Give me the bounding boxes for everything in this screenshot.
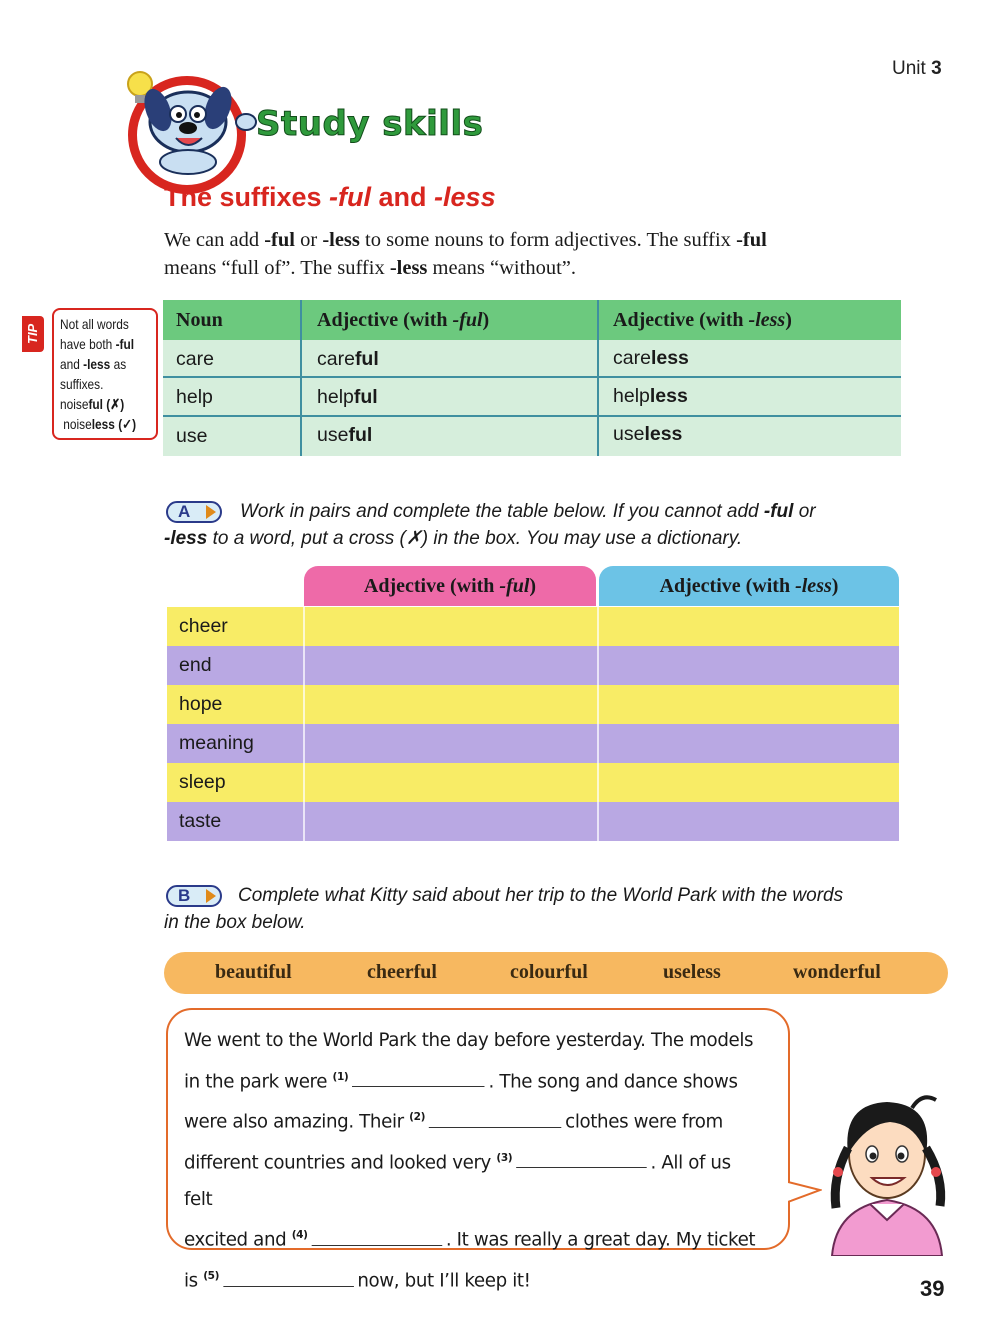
table-body [163,340,901,456]
header-noun: Noun [176,309,223,331]
header-adjective-less: Adjective (with -less) [599,566,899,606]
cell-noun: help [176,386,213,408]
header-adjective-less: Adjective (with -less) [613,309,792,331]
word-option: useless [663,961,721,983]
cell-adjective-less: helpless [613,385,688,407]
word-cell: hope [179,693,223,715]
blank-4[interactable] [311,1227,442,1246]
word-cell: sleep [179,771,226,793]
table-row [167,685,899,724]
intro-paragraph: We can add -ful or -less to some nouns to form adjectives. The suffix -ful means “full of”. The suffix -less means “without”. [164,229,767,279]
tip-tag: TIP [22,316,44,352]
table-row [167,646,899,685]
blank-2[interactable] [429,1109,561,1128]
tip-text: Not all words have both -ful and -less as suffixes. noiseful (✗) noiseless (✓) [60,316,137,432]
table-row [167,763,899,802]
play-arrow-icon [206,889,216,903]
blank-3[interactable] [516,1149,647,1168]
activity-a-badge: A [166,501,222,523]
table-row [167,607,899,646]
row-divider [163,415,901,417]
section-title: The suffixes -ful and -less [164,182,496,212]
table-row [167,724,899,763]
cell-noun: care [176,348,214,370]
word-option: wonderful [793,961,881,983]
blank-1[interactable] [352,1068,484,1087]
word-cell: meaning [179,732,254,754]
word-cell: taste [179,810,222,832]
activity-b-instruction-line1: Complete what Kitty said about her trip to the World Park with the words [238,885,844,906]
cell-adjective-ful: helpful [317,386,378,408]
header-adjective-ful: Adjective (with -ful) [304,566,596,606]
column-divider [597,300,599,456]
activity-b-badge: B [166,885,222,907]
activity-a-instruction-line1: Work in pairs and complete the table below. If you cannot add -ful or [240,501,816,522]
suffix-example-table [163,300,901,456]
page-number: 39 [920,1276,945,1301]
activity-b-instruction-line2: in the box below. [164,912,306,933]
column-divider [300,300,302,456]
blank-5[interactable] [223,1268,354,1287]
activity-a-instruction-line2: -less to a word, put a cross (✗) in the box. You may use a dictionary. [164,528,743,549]
story-text: We went to the World Park the day before yesterday. The models in the park were $^{(1)}$ . The song and dance shows were also amazing. Their $^{(2)}$ clothes were from different countries and looked very $^{(3)}$ . All of us felt excited and $^{(4)}$ . It was really a great day. My ticket is $^{(5)}$ now, but I’ll keep it! [184,1029,756,1292]
word-option: colourful [510,961,588,983]
table-row [167,802,899,841]
word-cell: cheer [179,615,228,637]
play-arrow-icon [206,505,216,519]
header-adjective-ful: Adjective (with -ful) [317,309,490,331]
dog-mascot-icon [118,62,268,182]
word-option: cheerful [367,961,437,983]
row-divider [163,376,901,378]
cell-adjective-ful: careful [317,348,379,370]
cell-adjective-less: useless [613,423,683,445]
study-skills-title: Study skills [256,104,484,144]
unit-label: Unit 3 [892,58,942,79]
word-option: beautiful [215,961,292,983]
cell-noun: use [176,425,208,447]
word-cell: end [179,654,212,676]
kitty-girl-illustration [812,1088,962,1256]
cell-adjective-ful: useful [317,424,373,446]
word-box [164,952,948,994]
cell-adjective-less: careless [613,347,689,369]
